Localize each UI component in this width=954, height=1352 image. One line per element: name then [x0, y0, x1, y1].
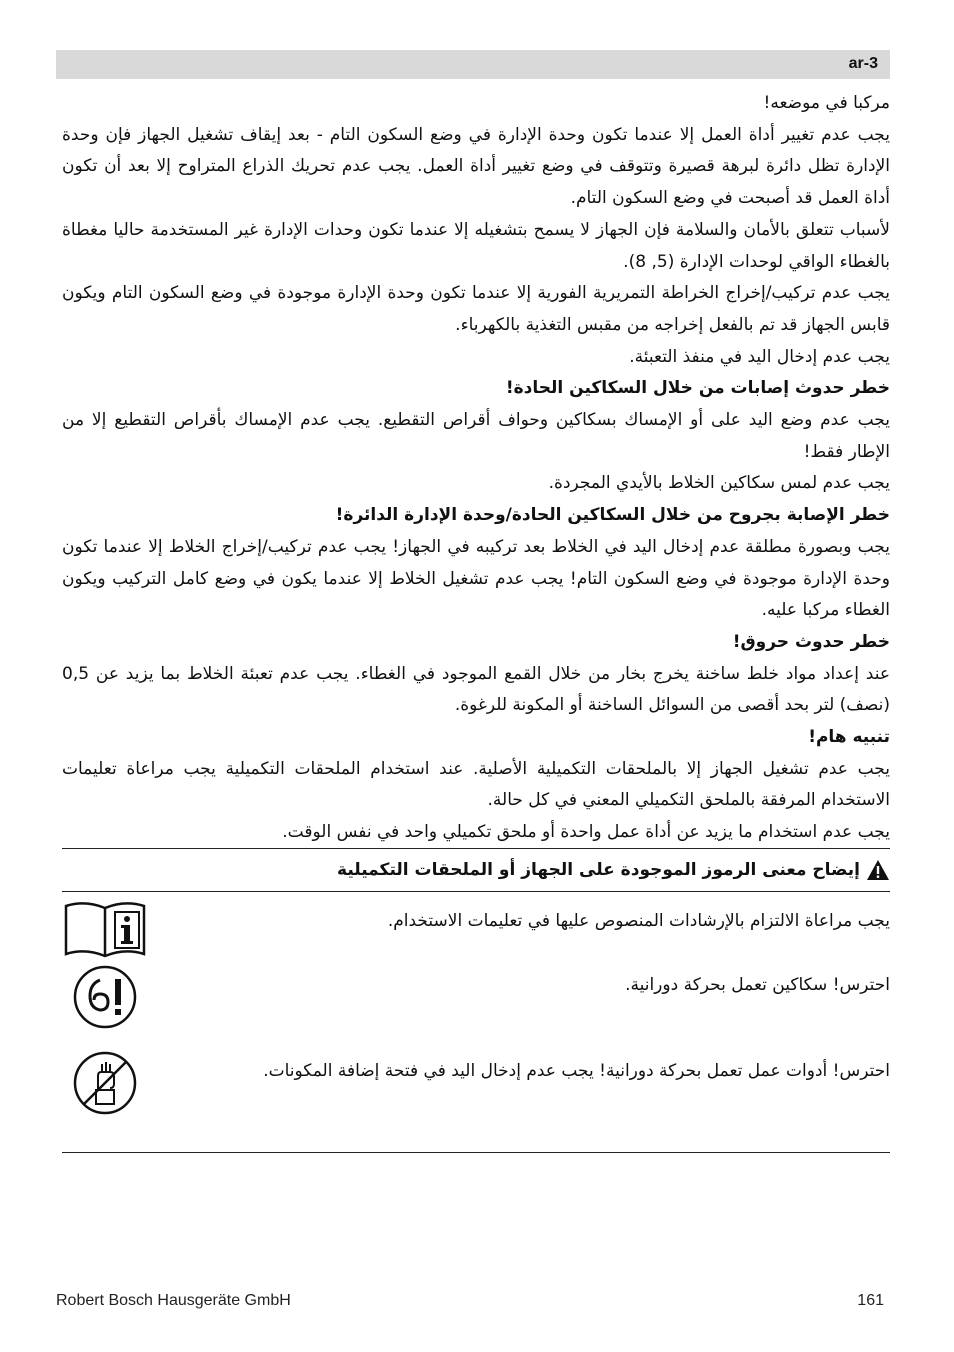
paragraph: مركبا في موضعه! — [763, 93, 890, 113]
warning-heading: تنبيه هام! — [808, 727, 890, 748]
warning-heading: خطر حدوث إصابات من خلال السكاكين الحادة! — [505, 378, 890, 399]
paragraph: يجب عدم إدخال اليد في منفذ التعبئة. — [629, 346, 890, 367]
footer-page-number: 161 — [857, 1292, 884, 1309]
page-code: ar-3 — [848, 55, 878, 72]
symbol-description: احترس! سكاكين تعمل بحركة دورانية. — [625, 975, 890, 995]
header-bar — [56, 50, 890, 79]
symbols-title-text: إيضاح معنى الرموز الموجودة على الجهاز أو الملحقات التكميلية — [337, 860, 860, 880]
paragraph: لأسباب تتعلق بالأمان والسلامة فإن الجهاز لا يسمح بتشغيله إلا عندما تكون وحدات الإدارة غير المستخدمة حاليا مغطاة بالغطاء الواقي لوحدات الإدارة (5, 8). — [62, 219, 890, 272]
rotating-blade-warning-icon — [62, 964, 148, 1030]
warning-heading: خطر الإصابة بجروح من خلال السكاكين الحادة/وحدة الإدارة الدائرة! — [335, 505, 890, 526]
paragraph: يجب عدم تغيير أداة العمل إلا عندما تكون وحدة الإدارة في وضع السكون التام - بعد إيقاف تشغيل الجهاز فإن وحدة الإدارة تظل دائرة لبرهة قصيرة وتتوقف في وضع تغيير أداة العمل. يجب عدم تحريك الذراع المتراوح إلا بعد أن تكون أداة العمل قد أصبحت في وضع السكون التام. — [62, 124, 890, 209]
footer-company: Robert Bosch Hausgeräte GmbH — [56, 1292, 291, 1309]
paragraph: يجب عدم تشغيل الجهاز إلا بالملحقات التكميلية الأصلية. عند استخدام الملحقات التكميلية يجب مراعاة تعليمات الاستخدام المرفقة بالملحق التكميلي المعني في كل حالة. — [62, 758, 890, 811]
symbol-row — [62, 964, 890, 1050]
paragraph: يجب وبصورة مطلقة عدم إدخال اليد في الخلاط بعد تركيبه في الجهاز! يجب عدم تركيب/إخراج الخلاط إلا عندما تكون وحدة الإدارة موجودة في وضع السكون التام! يجب عدم تشغيل الخلاط إلا عندما يكون في وضع كامل التركيب ويكون الغطاء مركبا عليه. — [62, 536, 890, 621]
paragraph: يجب عدم لمس سكاكين الخلاط بالأيدي المجردة. — [548, 473, 890, 494]
symbols-title — [62, 849, 890, 892]
warning-heading: خطر حدوث حروق! — [732, 631, 890, 652]
warning-triangle-icon — [866, 859, 890, 881]
paragraph: يجب عدم استخدام ما يزيد عن أداة عمل واحدة أو ملحق تكميلي واحد في نفس الوقت. — [282, 822, 890, 843]
paragraph: عند إعداد مواد خلط ساخنة يخرج بخار من خلال القمع الموجود في الغطاء. يجب عدم تعبئة الخلاط بما يزيد عن 0,5 (نصف) لتر بحد أقصى من السوائل الساخنة أو المكونة للرغوة. — [62, 663, 890, 716]
symbols-section — [62, 848, 890, 1153]
symbol-row — [62, 1050, 890, 1152]
info-book-icon — [62, 900, 148, 958]
symbol-description: يجب مراعاة الالتزام بالإرشادات المنصوص عليها في تعليمات الاستخدام. — [387, 911, 890, 931]
body-text — [62, 88, 890, 849]
paragraph: يجب عدم تركيب/إخراج الخراطة التمريرية الفورية إلا عندما تكون وحدة الإدارة موجودة في وضع السكون التام ويكون قابس الجهاز قد تم بالفعل إخراجه من مقبس التغذية بالكهرباء. — [62, 283, 890, 335]
symbol-description: احترس! أدوات عمل تعمل بحركة دورانية! يجب عدم إدخال اليد في فتحة إضافة المكونات. — [263, 1061, 890, 1081]
no-hand-in-feed-icon — [62, 1050, 148, 1116]
symbol-row — [62, 900, 890, 964]
paragraph: يجب عدم وضع اليد على أو الإمساك بسكاكين وحواف أقراص التقطيع. يجب عدم الإمساك بأقراص التقطيع إلا من الإطار فقط! — [62, 410, 890, 462]
